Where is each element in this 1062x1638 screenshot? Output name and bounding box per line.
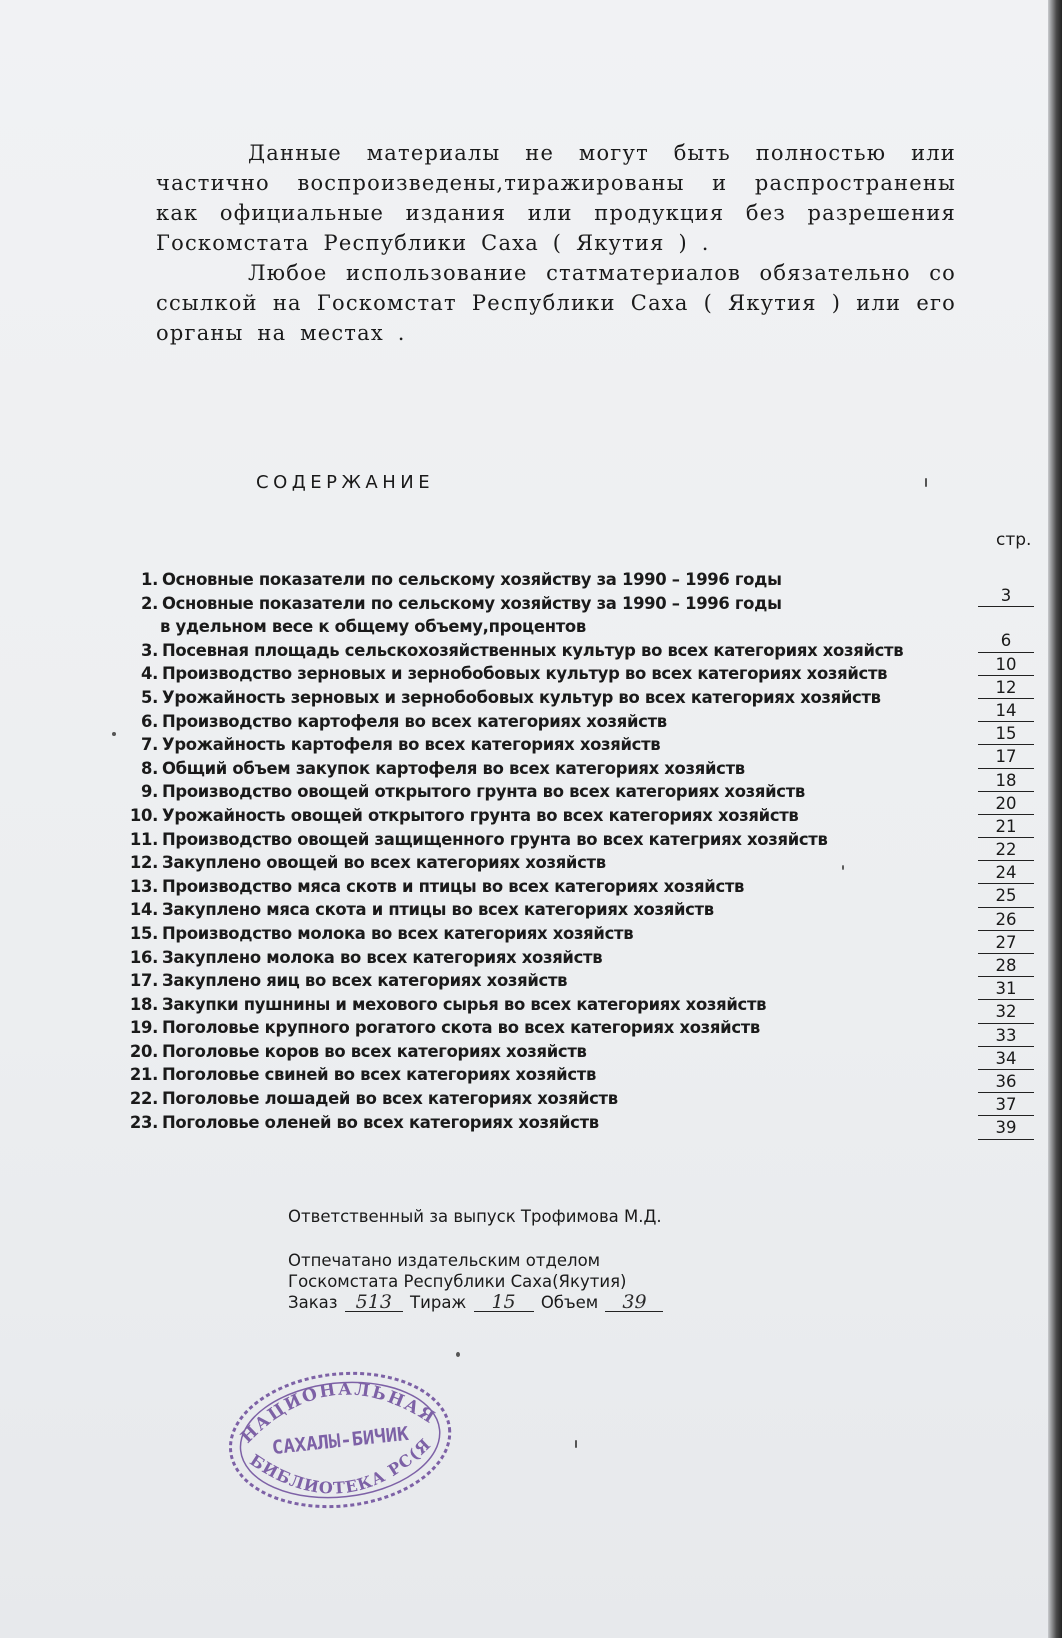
print-speck xyxy=(925,478,927,487)
toc-item-text: Посевная площадь сельскохозяйственных культур во всех категориях хозяйств xyxy=(162,640,904,660)
toc-item-number: 11. xyxy=(129,829,158,849)
toc-page-number: 15 xyxy=(978,722,1034,745)
responsible-line: Ответственный за выпуск Трофимова М.Д. xyxy=(288,1207,662,1226)
toc-item-text: Закуплено мяса скота и птицы во всех категориях хозяйств xyxy=(162,900,714,920)
toc-page-number: 17 xyxy=(978,745,1034,768)
volume-label: Объем xyxy=(540,1293,599,1312)
page-edge-shadow xyxy=(1048,0,1062,1638)
stamp-top-text: НАЦИОНАЛЬНАЯ xyxy=(237,1379,440,1448)
toc-item-text: Закуплено овощей во всех категориях хозяйств xyxy=(162,853,606,873)
toc-item-number: 14. xyxy=(129,900,158,920)
toc-item xyxy=(124,639,944,663)
toc-page-number: 12 xyxy=(978,676,1034,699)
toc-item-number: 3. xyxy=(140,640,158,660)
toc-item-number: 19. xyxy=(129,1018,158,1038)
toc-page-number: 27 xyxy=(978,931,1034,954)
toc-page-number: 22 xyxy=(978,838,1034,861)
toc-page-number: 10 xyxy=(978,653,1034,676)
toc-page-number: 39 xyxy=(978,1116,1034,1139)
toc-item-text: Производство овощей защищенного грунта во всех категриях хозяйств xyxy=(162,829,828,849)
copyright-notice xyxy=(156,138,956,348)
toc-item-text: Закупки пушнины и мехового сырья во всех категориях хозяйств xyxy=(162,994,767,1014)
print-speck xyxy=(842,865,844,870)
toc-item xyxy=(124,1016,944,1040)
toc-item-number: 8. xyxy=(140,758,158,778)
toc-item-text: Основные показатели по сельскому хозяйству за 1990 – 1996 годы xyxy=(162,570,782,589)
imprint-block xyxy=(288,1206,665,1313)
order-run-volume-line xyxy=(288,1292,665,1313)
toc-item-number: 10. xyxy=(129,805,158,825)
toc-page-spacer xyxy=(978,607,1034,629)
toc-page-number: 28 xyxy=(978,954,1034,977)
toc-item-continuation: в удельном весе к общему объему,процентов xyxy=(160,617,586,637)
toc-item-text: Поголовье свиней во всех категориях хозяйств xyxy=(162,1065,597,1085)
toc-item-number: 21. xyxy=(129,1065,158,1085)
toc-item-text: Производство зерновых и зернобобовых культур во всех категориях хозяйств xyxy=(162,664,888,684)
run-label: Тираж xyxy=(410,1293,467,1312)
toc-item-number: 7. xyxy=(140,735,158,755)
toc-item xyxy=(124,993,944,1017)
toc-item xyxy=(124,1087,944,1111)
print-speck xyxy=(575,1440,577,1448)
toc-item-text: Урожайность овощей открытого грунта во всех категориях хозяйств xyxy=(162,805,799,825)
print-speck xyxy=(456,1352,460,1357)
toc-item xyxy=(124,757,944,781)
notice-paragraph-1: Данные материалы не могут быть полностью или частично воспроизведены,тиражированы и распространены как официальные издания или продукция без разрешения Госкомстата Республики Саха ( Якутия ) . xyxy=(156,141,956,255)
toc-item-text: Основные показатели по сельскому хозяйству за 1990 – 1996 годы xyxy=(162,593,782,613)
run-value: 15 xyxy=(474,1293,534,1312)
toc-item xyxy=(124,946,944,970)
toc-title: СОДЕРЖАНИЕ xyxy=(256,472,435,493)
order-label: Заказ xyxy=(288,1293,338,1312)
toc-item-number: 9. xyxy=(140,782,158,802)
toc-item-number: 13. xyxy=(129,876,158,896)
toc-item-number: 4. xyxy=(140,664,158,684)
toc-item-number: 1. xyxy=(140,570,158,589)
toc-page-number: 25 xyxy=(978,884,1034,907)
toc-page-number: 20 xyxy=(978,792,1034,815)
toc-item-number: 2. xyxy=(140,593,158,613)
toc-item-number: 16. xyxy=(129,947,158,967)
volume-value: 39 xyxy=(605,1293,663,1312)
toc-item-number: 15. xyxy=(129,923,158,943)
toc-item-text: Производство овощей открытого грунта во всех категориях хозяйств xyxy=(162,782,805,802)
toc-item xyxy=(124,1111,944,1135)
toc-item xyxy=(124,1063,944,1087)
toc-item xyxy=(124,898,944,922)
toc-page-number: 14 xyxy=(978,699,1034,722)
notice-paragraph-2: Любое использование статматериалов обязательно со ссылкой на Госкомстат Республики Саха ( Якутия ) или его органы на местах . xyxy=(156,261,956,345)
toc-page-number: 6 xyxy=(978,629,1034,652)
toc-item-text: Общий объем закупок картофеля во всех категориях хозяйств xyxy=(162,758,745,778)
toc-item-number: 22. xyxy=(129,1089,158,1109)
toc-item xyxy=(124,592,944,639)
toc-item xyxy=(124,804,944,828)
toc-item xyxy=(124,686,944,710)
toc-page-number: 21 xyxy=(978,815,1034,838)
toc-page-number: 31 xyxy=(978,977,1034,1000)
toc-item-text: Производство мяса скотв и птицы во всех категориях хозяйств xyxy=(162,876,745,896)
table-of-contents xyxy=(124,568,944,1134)
toc-item xyxy=(124,922,944,946)
toc-item-text: Поголовье оленей во всех категориях хозяйств xyxy=(162,1112,599,1132)
toc-page-numbers xyxy=(978,584,1034,1140)
library-stamp xyxy=(220,1364,460,1514)
toc-item xyxy=(124,662,944,686)
stamp-middle-text: САХАЛЫ-БИЧИК xyxy=(270,1422,410,1460)
toc-item-number: 23. xyxy=(129,1112,158,1132)
toc-item xyxy=(124,1040,944,1064)
stamp-bottom-text: БИБЛИОТЕКА РС(Я) xyxy=(246,1434,435,1498)
toc-item xyxy=(124,780,944,804)
toc-item xyxy=(124,828,944,852)
toc-item-number: 20. xyxy=(129,1041,158,1061)
order-value: 513 xyxy=(345,1293,403,1312)
toc-item-number: 12. xyxy=(129,853,158,873)
toc-page-number: 32 xyxy=(978,1000,1034,1023)
toc-item-number: 5. xyxy=(140,687,158,707)
toc-page-number: 34 xyxy=(978,1047,1034,1070)
toc-item-text: Поголовье лошадей во всех категориях хозяйств xyxy=(162,1089,618,1109)
toc-item xyxy=(124,969,944,993)
toc-item-text: Урожайность картофеля во всех категориях хозяйств xyxy=(162,735,661,755)
toc-page-number: 18 xyxy=(978,769,1034,792)
toc-item-text: Закуплено молока во всех категориях хозяйств xyxy=(162,947,603,967)
toc-item xyxy=(124,875,944,899)
toc-item-text: Поголовье крупного рогатого скота во всех категориях хозяйств xyxy=(162,1018,761,1038)
toc-item-number: 18. xyxy=(129,994,158,1014)
toc-item xyxy=(124,568,944,592)
toc-page-number: 33 xyxy=(978,1024,1034,1047)
toc-item xyxy=(124,733,944,757)
print-speck xyxy=(112,732,116,736)
toc-item-text: Урожайность зерновых и зернобобовых культур во всех категориях хозяйств xyxy=(162,687,881,707)
toc-page-number: 26 xyxy=(978,908,1034,931)
toc-page-column-label: стр. xyxy=(996,530,1032,550)
printed-by-line-2: Госкомстата Республики Саха(Якутия) xyxy=(288,1272,627,1291)
toc-item xyxy=(124,710,944,734)
toc-page-number: 24 xyxy=(978,861,1034,884)
toc-page-number: 36 xyxy=(978,1070,1034,1093)
toc-page-number: 3 xyxy=(978,584,1034,607)
toc-item-text: Закуплено яиц во всех категориях хозяйств xyxy=(162,971,568,991)
toc-item-text: Производство молока во всех категориях хозяйств xyxy=(162,923,634,943)
toc-item xyxy=(124,851,944,875)
toc-page-number: 37 xyxy=(978,1093,1034,1116)
toc-item-number: 17. xyxy=(129,971,158,991)
toc-item-text: Поголовье коров во всех категориях хозяйств xyxy=(162,1041,587,1061)
printed-by-line-1: Отпечатано издательским отделом xyxy=(288,1251,601,1270)
toc-item-number: 6. xyxy=(140,711,158,731)
toc-item-text: Производство картофеля во всех категориях хозяйств xyxy=(162,711,667,731)
